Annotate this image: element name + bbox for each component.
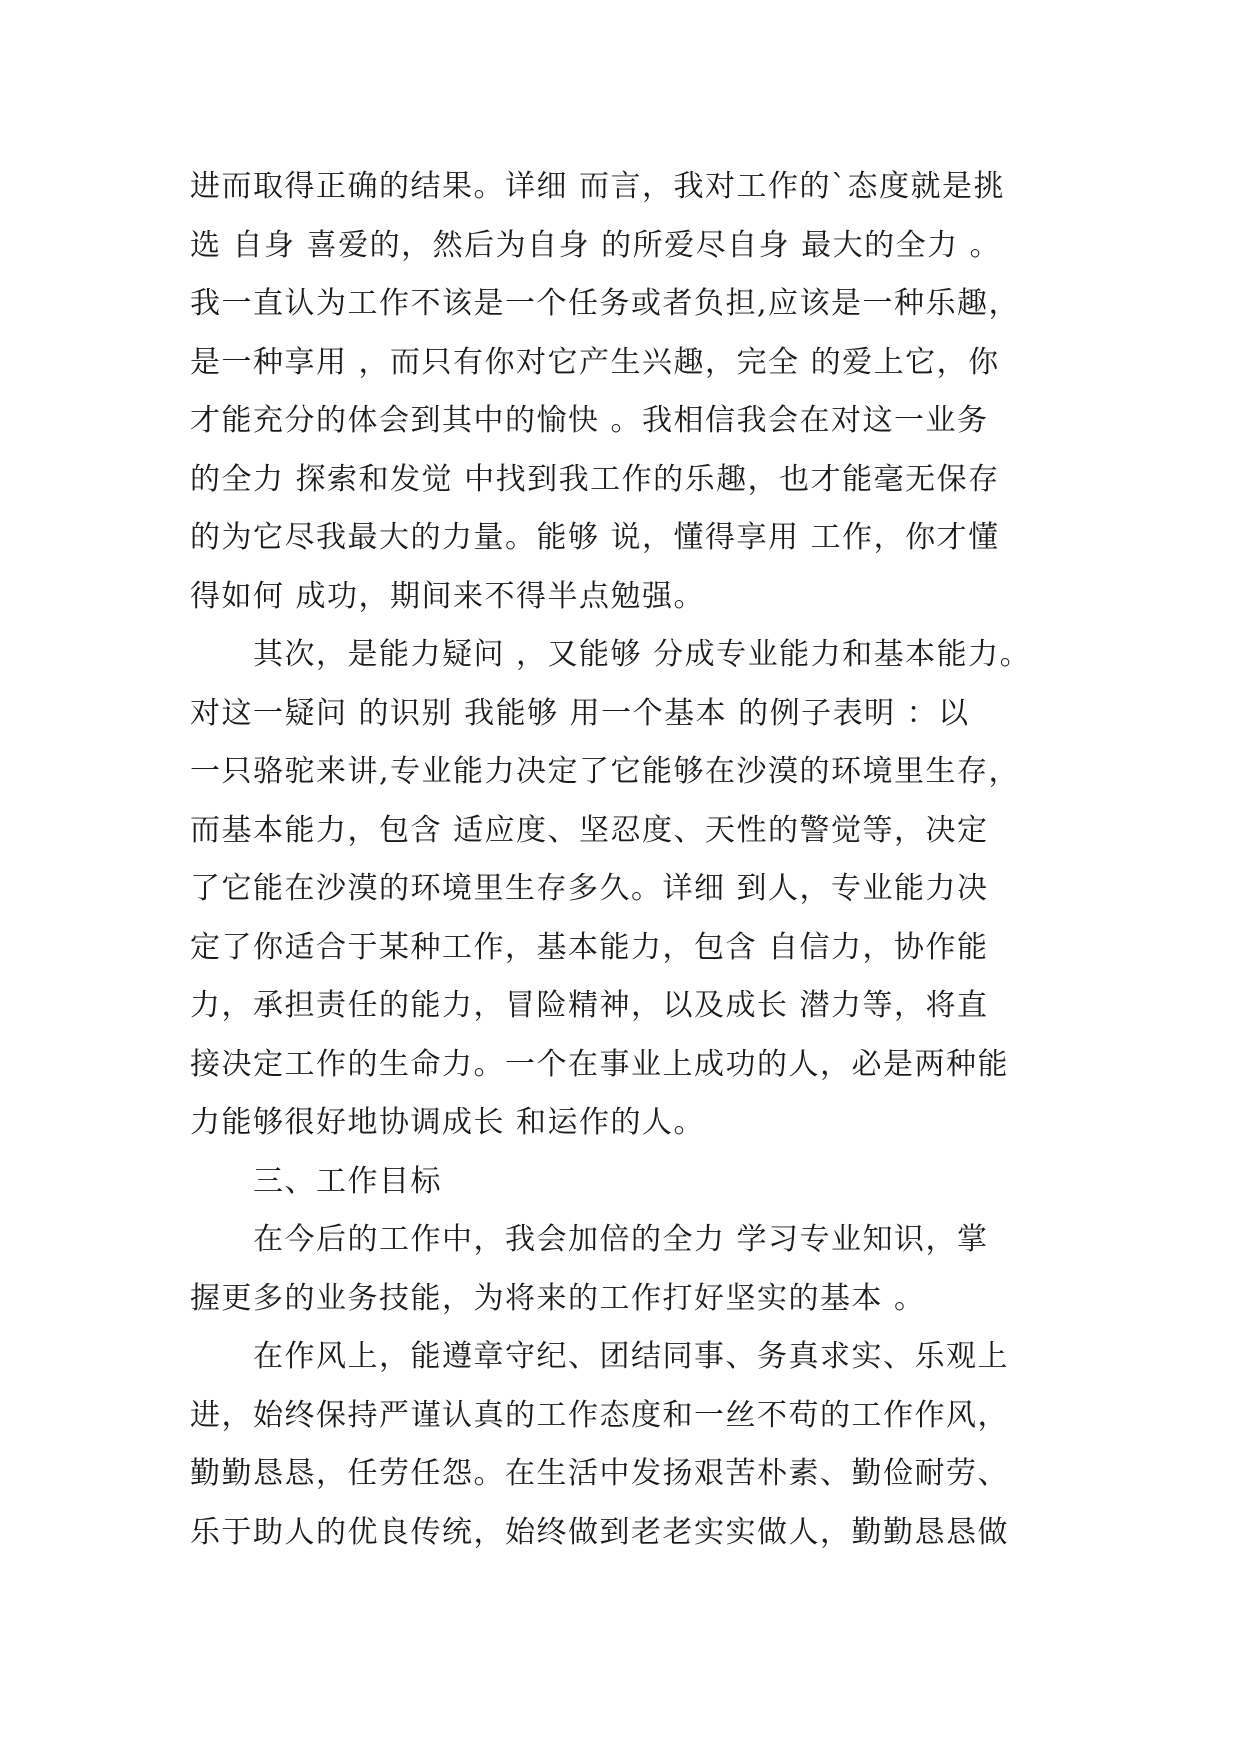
text-line: 得如何 成功，期间来不得半点勉强。 [190, 578, 706, 614]
body-text [190, 158, 1070, 1562]
section-heading: 三、工作目标 [190, 1163, 442, 1199]
text-line: 在今后的工作中，我会加倍的全力 学习专业知识，掌 [190, 1222, 989, 1257]
text-line: 一只骆驼来讲,专业能力决定了它能够在沙漠的环境里生存， [190, 754, 1021, 789]
text-line: 接决定工作的生命力。一个在事业上成功的人，必是两种能 [190, 1046, 1009, 1082]
text-line: 勤勤恳恳，任劳任怨。在生活中发扬艰苦朴素、勤俭耐劳、 [190, 1456, 1009, 1491]
text-line: 定了你适合于某种工作，基本能力，包含 自信力，协作能 [190, 929, 989, 965]
text-line: 其次，是能力疑问 ，又能够 分成专业能力和基本能力。 [190, 637, 1032, 672]
text-line: 而基本能力，包含 适应度、坚忍度、天性的警觉等，决定 [190, 812, 989, 848]
text-line: 进而取得正确的结果。详细 而言，我对工作的`态度就是挑 [190, 169, 1006, 204]
text-line: 力能够很好地协调成长 和运作的人。 [190, 1105, 706, 1140]
text-line: 力，承担责任的能力，冒险精神，以及成长 潜力等，将直 [190, 988, 989, 1023]
text-line: 的为它尽我最大的力量。能够 说，懂得享用 工作，你才懂 [190, 520, 1000, 555]
text-line: 我一直认为工作不该是一个任务或者负担,应该是一种乐趣， [190, 286, 1021, 321]
text-line: 对这一疑问 的识别 我能够 用一个基本 的例子表明 ：以 [190, 695, 970, 731]
text-line: 了它能在沙漠的环境里生存多久。详细 到人，专业能力决 [190, 871, 989, 906]
text-line: 握更多的业务技能，为将来的工作打好坚实的基本 。 [190, 1280, 926, 1316]
text-line: 乐于助人的优良传统，始终做到老老实实做人，勤勤恳恳做 [190, 1514, 1009, 1550]
text-line: 的全力 探索和发觉 中找到我工作的乐趣，也才能毫无保存 [190, 461, 1000, 497]
text-line: 在作风上，能遵章守纪、团结同事、务真求实、乐观上 [190, 1339, 1009, 1374]
text-line: 才能充分的体会到其中的愉快 。我相信我会在对这一业务 [190, 403, 989, 438]
text-line: 选 自身 喜爱的，然后为自身 的所爱尽自身 最大的全力 。 [190, 227, 1002, 263]
text-line: 进，始终保持严谨认真的工作态度和一丝不苟的工作作风， [190, 1397, 1009, 1433]
text-line: 是一种享用 ，而只有你对它产生兴趣，完全 的爱上它，你 [190, 344, 1000, 380]
